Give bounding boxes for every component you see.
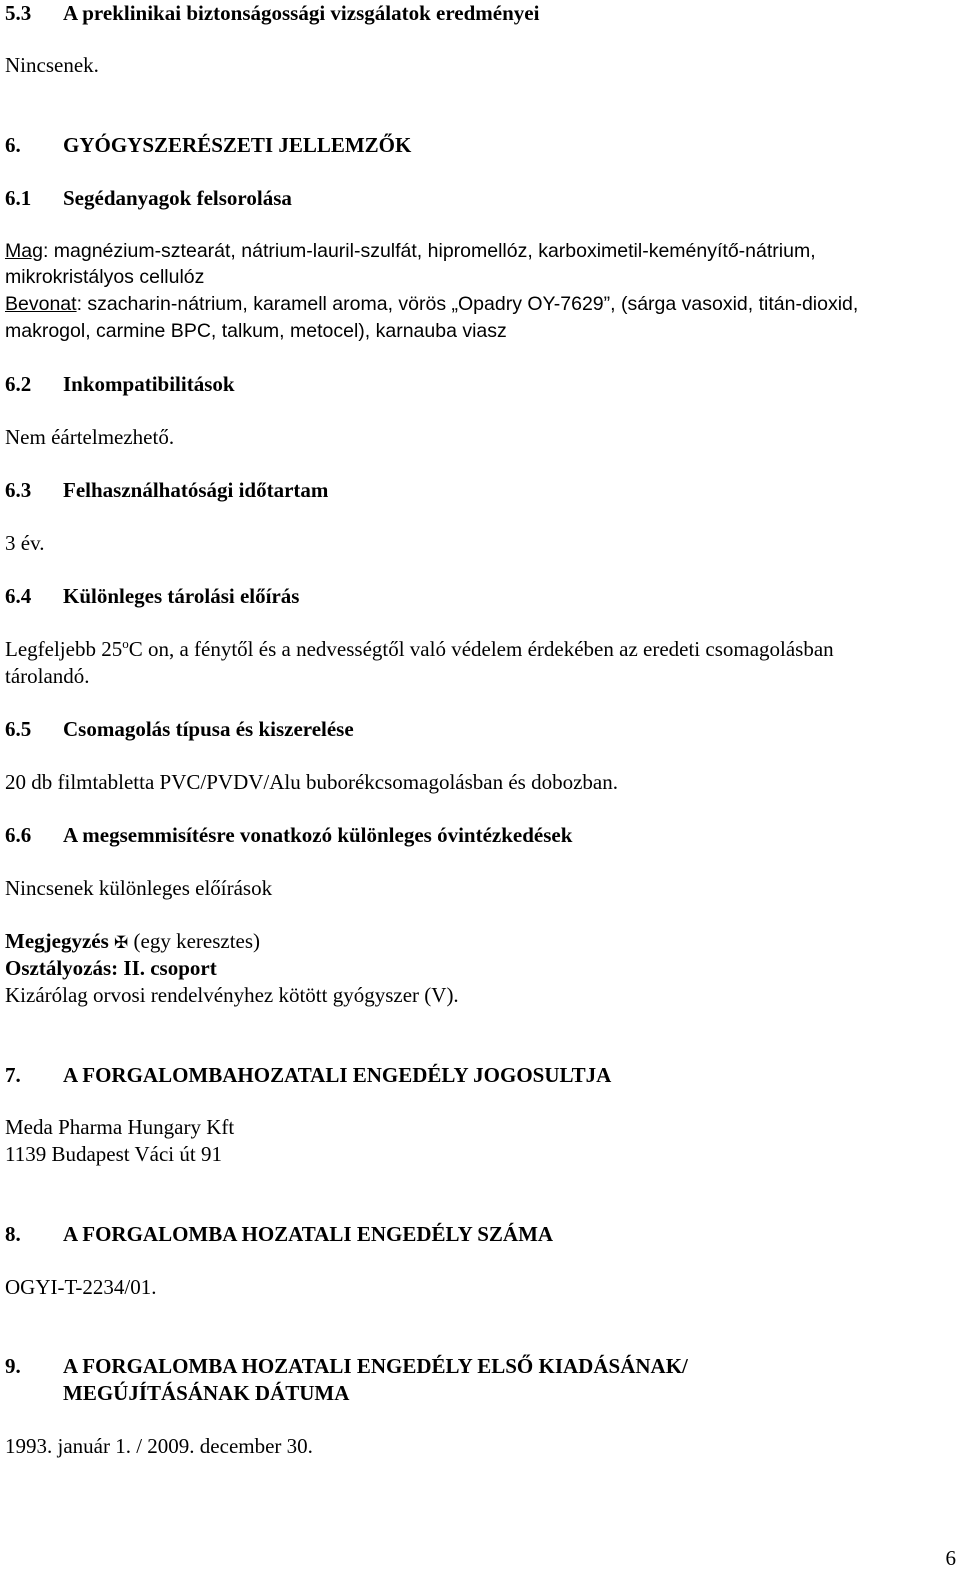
- section-6-6-body: Nincsenek különleges előírások: [5, 876, 273, 900]
- section-5-3-heading: 5.3 A preklinikai biztonságossági vizsgálatok eredményei: [5, 1, 540, 25]
- authorisation-number: OGYI-T-2234/01.: [5, 1275, 157, 1299]
- section-9-heading-2: MEGÚJÍTÁSÁNAK DÁTUMA: [63, 1381, 350, 1405]
- maltese-cross-icon: ✠: [114, 933, 129, 952]
- section-6-4-heading: 6.4 Különleges tárolási előírás: [5, 584, 300, 608]
- section-6-5-body: 20 db filmtabletta PVC/PVDV/Alu buborékcsomagolásban és dobozban.: [5, 770, 618, 794]
- section-6-3-body: 3 év.: [5, 531, 45, 555]
- prescription-line: Kizárólag orvosi rendelvényhez kötött gyógyszer (V).: [5, 983, 459, 1007]
- section-8-heading: 8. A FORGALOMBA HOZATALI ENGEDÉLY SZÁMA: [5, 1222, 554, 1246]
- note-line: Megjegyzés ✠ (egy keresztes): [5, 929, 261, 953]
- holder-name: Meda Pharma Hungary Kft: [5, 1115, 235, 1139]
- section-6-5-heading: 6.5 Csomagolás típusa és kiszerelése: [5, 717, 354, 741]
- page-number: 6: [945, 1546, 956, 1570]
- section-6-6-heading: 6.6 A megsemmisítésre vonatkozó különleges óvintézkedések: [5, 823, 573, 847]
- section-6-4-body-2: tárolandó.: [5, 664, 90, 688]
- authorisation-date: 1993. január 1. / 2009. december 30.: [5, 1434, 313, 1458]
- coating-ingredients-line: Bevonat: szacharin-nátrium, karamell aroma, vörös „Opadry OY-7629”, (sárga vasoxid, titán-dioxid,: [5, 293, 859, 315]
- section-7-heading: 7. A FORGALOMBAHOZATALI ENGEDÉLY JOGOSULTJA: [5, 1063, 612, 1087]
- section-6-heading: 6. GYÓGYSZERÉSZETI JELLEMZŐK: [5, 133, 412, 157]
- section-9-heading: 9. A FORGALOMBA HOZATALI ENGEDÉLY ELSŐ KIADÁSÁNAK/: [5, 1354, 688, 1378]
- core-ingredients-line: Mag: magnézium-sztearát, nátrium-lauril-szulfát, hipromellóz, karboximetil-keményítő-nátrium,: [5, 240, 816, 262]
- classification-line: Osztályozás: II. csoport: [5, 956, 217, 980]
- section-5-3-body: Nincsenek.: [5, 53, 99, 77]
- section-6-4-body: Legfeljebb 25$^o$C on, a fénytől és a nedvességtől való védelem érdekében az eredeti csomagolásban: [5, 636, 834, 661]
- section-6-3-heading: 6.3 Felhasználhatósági időtartam: [5, 478, 329, 502]
- holder-address: 1139 Budapest Váci út 91: [5, 1142, 222, 1166]
- section-6-2-body: Nem éártelmezhető.: [5, 425, 175, 449]
- section-6-1-heading: 6.1 Segédanyagok felsorolása: [5, 186, 292, 210]
- core-ingredients-line-2: mikrokristályos cellulóz: [5, 266, 205, 288]
- coating-ingredients-line-2: makrogol, carmine BPC, talkum, metocel), karnauba viasz: [5, 320, 507, 342]
- section-6-2-heading: 6.2 Inkompatibilitások: [5, 372, 235, 396]
